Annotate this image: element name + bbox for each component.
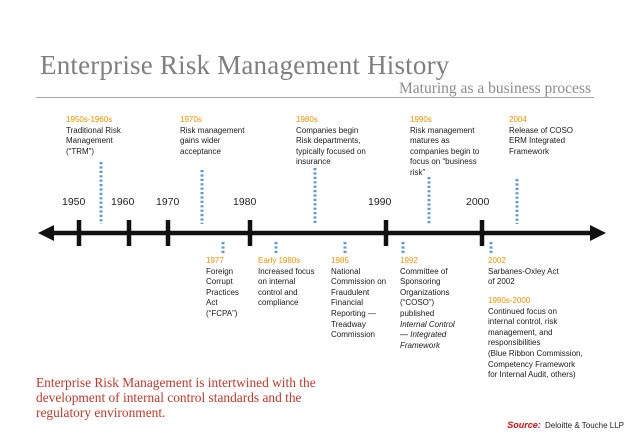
event-line: Practices [206, 287, 239, 297]
event-line: Increased focus [258, 266, 315, 276]
source-credit [507, 420, 624, 430]
event-line: acceptance [180, 146, 221, 156]
event-date: 1980s [296, 115, 318, 124]
event-line: (Blue Ribbon Commission, [488, 348, 583, 358]
footer-line: development of internal control standards and the [36, 390, 302, 405]
event-line: Corrupt [206, 277, 233, 287]
event-line: companies begin to [410, 146, 480, 156]
event-line: compliance [258, 298, 299, 308]
source-label: Source: [507, 420, 541, 430]
year-label: 2000 [466, 196, 490, 208]
event-line: Release of COSO [509, 125, 574, 135]
event-line: management, and [488, 327, 553, 337]
event-line: Financial [331, 298, 364, 308]
event-line: for Internal Audit, others) [488, 370, 576, 380]
event-date: 1977 [206, 256, 224, 265]
event-line: published [400, 308, 435, 318]
footer-line: Enterprise Risk Management is intertwined with the [36, 375, 316, 390]
event-date: 1950s-1960s [66, 115, 113, 124]
event-line: matures as [410, 136, 450, 146]
event-line: National [331, 266, 361, 276]
event-above [180, 115, 244, 157]
year-label: 1980 [233, 196, 257, 208]
timeline-arrow-right [590, 225, 606, 241]
event-above [509, 115, 573, 157]
event-line: Reporting — [331, 308, 376, 318]
event-line: Management [66, 136, 113, 146]
event-below [400, 256, 455, 351]
event-line: on internal [258, 277, 296, 287]
event-line: Risk departments, [296, 136, 361, 146]
event-line: of 2002 [488, 277, 515, 287]
event-line: ERM Integrated [509, 136, 566, 146]
event-line: Commission on [331, 277, 387, 287]
footer-note [36, 375, 316, 420]
event-line: Sponsoring [400, 277, 441, 287]
event-line-italic: Internal Control [400, 319, 455, 329]
event-date: 1985 [331, 256, 349, 265]
event-line: focus on “business [410, 157, 477, 167]
event-line: Committee of [400, 266, 448, 276]
event-date: Early 1980s [258, 256, 301, 265]
event-line: Sarbanes-Oxley Act [488, 266, 559, 276]
event-line: Traditional Risk [66, 125, 121, 135]
event-line-italic: — Integrated [400, 330, 447, 340]
event-line-italic: Framework [400, 340, 441, 350]
event-line: risk” [410, 167, 426, 177]
event-line: Companies begin [296, 125, 359, 135]
event-line: insurance [296, 157, 331, 167]
event-line: Risk management [180, 125, 245, 135]
event-line: Organizations [400, 287, 450, 297]
year-label: 1950 [62, 196, 86, 208]
event-line: (“FCPA”) [206, 308, 238, 318]
event-line: Framework [509, 146, 550, 156]
event-line: responsibilities [488, 338, 541, 348]
event-date: 1970s [180, 115, 202, 124]
event-below [488, 256, 559, 288]
year-label: 1970 [156, 196, 180, 208]
footer-line: regulatory environment. [36, 405, 166, 420]
event-line: Fraudulent [331, 287, 370, 297]
event-below [488, 296, 583, 381]
event-line: gains wider [180, 136, 221, 146]
event-above [66, 115, 121, 157]
event-date: 2002 [488, 256, 506, 265]
event-line: Commission [331, 330, 376, 340]
page-subtitle: Maturing as a business process [399, 80, 591, 97]
event-below [206, 256, 239, 320]
event-date: 1990s-2000 [488, 296, 531, 305]
event-line: Continued focus on [488, 306, 557, 316]
event-line: (“TRM”) [66, 146, 94, 156]
event-below [331, 256, 386, 341]
year-label: 1960 [111, 196, 135, 208]
event-date: 2004 [509, 115, 527, 124]
event-line: Foreign [206, 266, 234, 276]
timeline-arrow-left [38, 225, 54, 241]
event-date: 1992 [400, 256, 418, 265]
year-label: 1990 [368, 196, 392, 208]
event-date: 1990s [410, 115, 432, 124]
source-text: Deloitte & Touche LLP [544, 421, 624, 430]
event-below [258, 256, 314, 309]
event-above [410, 115, 479, 179]
event-line: typically focused on [296, 146, 366, 156]
event-line: Treadway [331, 319, 366, 329]
page-title: Enterprise Risk Management History [40, 50, 450, 80]
event-line: Risk management [410, 125, 475, 135]
event-line: internal control, risk [488, 317, 558, 327]
event-line: Competency Framework [488, 359, 576, 369]
event-line: control and [258, 287, 298, 297]
event-line: Act [206, 298, 218, 308]
event-line: (“COSO”) [400, 298, 435, 308]
event-above [296, 115, 366, 168]
